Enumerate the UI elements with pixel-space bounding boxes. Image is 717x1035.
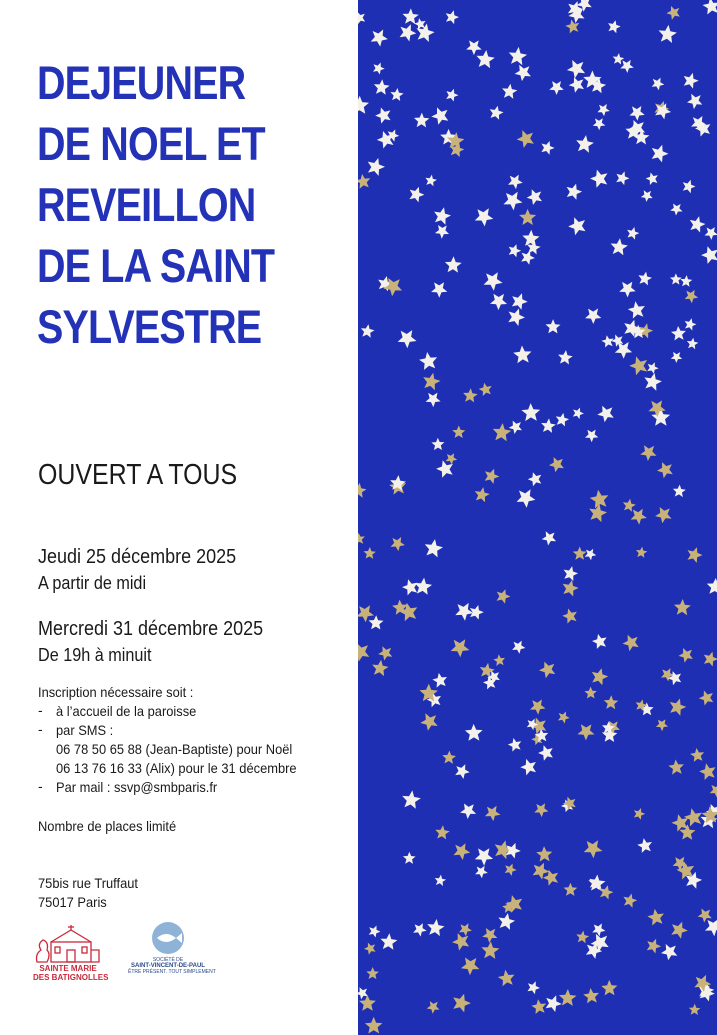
star-icon [611,238,628,255]
star-icon [419,352,437,370]
star-icon [556,413,569,427]
star-icon [364,943,376,955]
church-icon [33,924,103,964]
star-icon [398,330,417,348]
star-icon [358,174,370,189]
star-icon [451,639,470,657]
star-icon [512,641,525,654]
star-icon [475,866,488,879]
star-icon [358,533,365,545]
star-icon [604,695,619,709]
star-icon [508,309,525,327]
star-icon [431,438,444,450]
star-icon [613,53,625,64]
star-icon [705,227,717,240]
star-icon [509,47,527,65]
star-icon [512,293,528,310]
star-icon [536,846,552,862]
star-icon [427,919,444,936]
star-icon [619,282,636,298]
star-icon [358,643,369,662]
star-icon [502,84,517,99]
star-icon [670,699,687,716]
star-icon [565,19,579,33]
star-icon [446,10,459,24]
star-icon [666,6,679,20]
star-icon [657,462,673,478]
star-icon [403,8,419,24]
star-icon [402,790,421,808]
star-icon [522,230,539,247]
star-icon [705,919,717,936]
star-icon [475,848,493,866]
star-icon [498,970,515,987]
list-dash: - [38,702,43,718]
star-icon [641,190,653,202]
star-icon [563,797,576,810]
star-icon [541,141,554,155]
star-icon [493,654,505,666]
star-icon [358,483,367,498]
star-icon [590,170,607,188]
star-icon [423,373,440,391]
star-icon [549,457,564,472]
star-icon [519,209,536,225]
text-column [0,0,358,1035]
star-icon [652,78,665,91]
star-icon [564,883,578,896]
star-icon [435,825,449,839]
star-icon [567,60,585,78]
inscription-heading: Inscription nécessaire soit : [38,684,194,700]
star-icon [637,838,652,853]
star-icon [475,487,490,502]
star-icon [698,909,712,923]
star-icon [435,225,449,239]
star-icon [485,469,500,484]
inscription-item: par SMS : [56,722,114,738]
star-icon [546,319,561,333]
star-icon [520,759,536,776]
star-icon [578,724,595,740]
star-icon [380,933,397,950]
star-icon [699,763,715,780]
star-icon [558,712,570,724]
star-icon [630,106,645,121]
star-icon [528,472,542,486]
star-icon [521,251,535,265]
star-icon [647,939,661,954]
star-icon [597,406,614,423]
star-icon [646,172,658,185]
star-icon [420,713,437,731]
star-icon [546,995,562,1012]
event-date: Jeudi 25 décembre 2025 [38,546,237,568]
star-icon [358,12,365,25]
ssvp-logo-line: SOCIÉTÉ DE [152,957,184,963]
star-icon [585,430,598,443]
star-icon [627,227,639,240]
star-icon [466,40,482,55]
star-icon [476,50,494,68]
star-icon [585,549,597,560]
star-icon [703,0,717,15]
star-icon [475,208,494,226]
star-icon [601,980,617,996]
star-icon [671,922,688,939]
star-icon [409,187,424,203]
star-icon [679,648,693,663]
list-dash: - [38,778,43,794]
parish-logo-line: DES BATIGNOLLES [33,973,109,982]
star-icon [373,63,385,75]
star-icon [592,668,608,685]
star-icon [521,403,540,421]
star-icon [629,356,647,375]
star-icon [584,687,596,699]
ssvp-logo-line: SAINT-VINCENT-DE-PAUL [131,963,205,969]
star-icon [528,981,541,994]
event-title [37,52,297,357]
star-icon [680,275,692,287]
address-city: 75017 Paris [38,894,107,910]
star-icon [455,603,473,621]
sms-line: 06 13 76 16 33 (Alix) pour le 31 décembre [56,760,297,776]
star-icon [558,350,573,364]
star-icon [608,20,621,33]
star-icon [628,301,645,318]
star-icon [493,423,512,441]
star-icon [573,408,584,420]
star-icon [600,885,614,899]
star-icon [690,216,706,232]
star-icon [515,65,531,81]
star-icon [508,175,523,190]
star-icon [683,180,696,193]
star-icon [374,79,390,94]
star-icon [593,118,606,130]
star-icon [671,352,683,363]
fish-icon [128,920,208,956]
star-icon [358,96,369,114]
star-icon [490,294,507,310]
star-icon [434,207,451,224]
star-icon [369,615,384,629]
star-icon [479,383,492,396]
star-icon [431,282,447,298]
star-icon [427,1001,440,1014]
star-icon [567,184,583,200]
star-icon [517,489,536,508]
inscription-item: à l’accueil de la paroisse [56,703,197,719]
star-icon [375,108,390,124]
star-icon [539,662,555,679]
address-street: 75bis rue Truffaut [38,875,139,891]
open-to-all: OUVERT A TOUS [38,459,238,491]
star-icon [453,994,471,1013]
star-icon [431,107,448,124]
star-icon [534,803,548,817]
star-icon [371,30,388,47]
star-icon [530,700,546,715]
star-icon [538,745,553,761]
star-icon [446,89,458,102]
star-icon [623,635,639,652]
star-icon [542,531,556,545]
star-icon [490,106,504,120]
star-icon [452,426,465,439]
title-line: SYLVESTRE [37,300,262,353]
star-icon [482,928,497,943]
star-icon [688,547,703,563]
star-icon [668,760,684,775]
limited-places: Nombre de places limité [38,818,177,834]
star-icon [505,864,517,876]
star-icon [640,445,656,461]
star-icon [403,852,416,864]
star-icon [583,988,599,1003]
parish-logo-line: SAINTE MARIE [39,964,97,973]
star-icon [415,578,432,595]
star-icon [684,808,702,826]
star-icon [573,547,587,560]
star-icon [414,113,429,128]
star-icon [689,1004,701,1015]
parish-logo [33,924,109,986]
star-icon [413,923,427,936]
star-icon [459,923,472,936]
title-line: DE NOEL ET [37,117,265,170]
star-icon [701,246,717,264]
sms-line: 06 78 50 65 88 (Jean-Baptiste) pour Noël [56,741,293,757]
star-icon [620,60,634,73]
star-icon [690,748,704,762]
star-icon [636,547,647,558]
star-icon [400,24,417,41]
star-icon [508,738,521,752]
star-icon [562,609,577,624]
star-icon [576,931,589,944]
star-icon [661,944,677,960]
event-time: A partir de midi [38,573,147,593]
star-icon [391,537,405,551]
star-icon [509,421,522,434]
star-icon [659,25,677,43]
star-icon [436,460,453,478]
star-icon [369,926,381,938]
star-icon [704,652,717,667]
star-icon [361,324,375,338]
star-icon [647,909,664,926]
star-icon [446,453,458,464]
star-icon [549,81,564,95]
ssvp-logo [128,920,216,986]
star-icon [498,913,515,930]
title-line: REVEILLON [37,178,256,231]
event-date: Mercredi 31 décembre 2025 [38,618,264,640]
title-line: DE LA SAINT [37,239,275,292]
star-icon [563,580,579,596]
star-icon [452,933,469,951]
star-icon [445,256,462,272]
star-icon [531,999,546,1014]
star-icon [670,273,682,284]
star-icon [517,130,534,148]
star-icon [674,599,691,615]
star-icon [442,751,456,764]
star-icon [687,94,702,109]
inscription-item: Par mail : ssvp@smbparis.fr [56,779,218,795]
star-icon [699,691,714,706]
star-icon [402,579,418,595]
stars-pattern [358,0,717,1035]
star-icon [634,808,645,820]
star-icon [364,547,376,559]
star-icon [460,804,476,820]
star-icon [589,504,607,522]
star-icon [597,104,609,116]
star-icon [527,189,542,205]
star-icon [671,326,686,341]
star-icon [655,507,671,523]
star-icon [652,145,669,163]
star-icon [687,338,699,350]
star-icon [684,73,699,89]
star-icon [378,646,392,660]
star-icon [644,373,662,391]
title-line: DEJEUNER [37,56,246,109]
star-icon [481,941,499,959]
star-icon [454,843,471,860]
star-icon [616,171,629,185]
star-icon [504,192,523,211]
star-icon [623,499,636,512]
star-icon [485,806,501,821]
star-icon [368,158,385,176]
star-icon [426,393,441,408]
star-icon [432,673,447,688]
list-dash: - [38,721,43,737]
star-icon [710,784,717,797]
ssvp-logo-line: ÊTRE PRÉSENT. TOUT SIMPLEMENT [128,969,216,975]
star-icon [390,88,403,101]
event-time: De 19h à minuit [38,645,152,665]
star-icon [576,135,594,153]
star-icon [461,958,480,976]
star-icon [585,309,601,325]
star-icon [435,875,446,886]
starry-background [358,0,717,1035]
star-icon [670,204,682,216]
star-icon [541,418,556,433]
star-icon [673,485,686,498]
star-icon [569,77,584,93]
star-icon [568,217,585,235]
star-icon [638,272,652,286]
star-icon [564,566,579,581]
star-icon [647,362,658,374]
star-icon [425,175,437,187]
star-icon [707,578,717,595]
star-icon [601,335,613,347]
star-icon [358,605,374,622]
star-icon [509,244,522,257]
star-icon [584,840,603,858]
star-icon [623,894,637,908]
star-icon [372,660,388,676]
star-icon [559,989,577,1006]
star-icon [685,318,697,330]
star-icon [484,272,503,291]
star-icon [366,967,379,979]
star-icon [465,724,483,741]
star-icon [592,923,605,936]
star-icon [631,509,647,525]
star-icon [365,1017,383,1034]
star-icon [592,634,607,649]
star-icon [685,290,699,303]
star-icon [425,539,443,557]
star-icon [656,719,668,731]
star-icon [513,346,531,364]
star-icon [463,388,478,402]
star-icon [455,764,470,779]
star-icon [497,589,511,603]
